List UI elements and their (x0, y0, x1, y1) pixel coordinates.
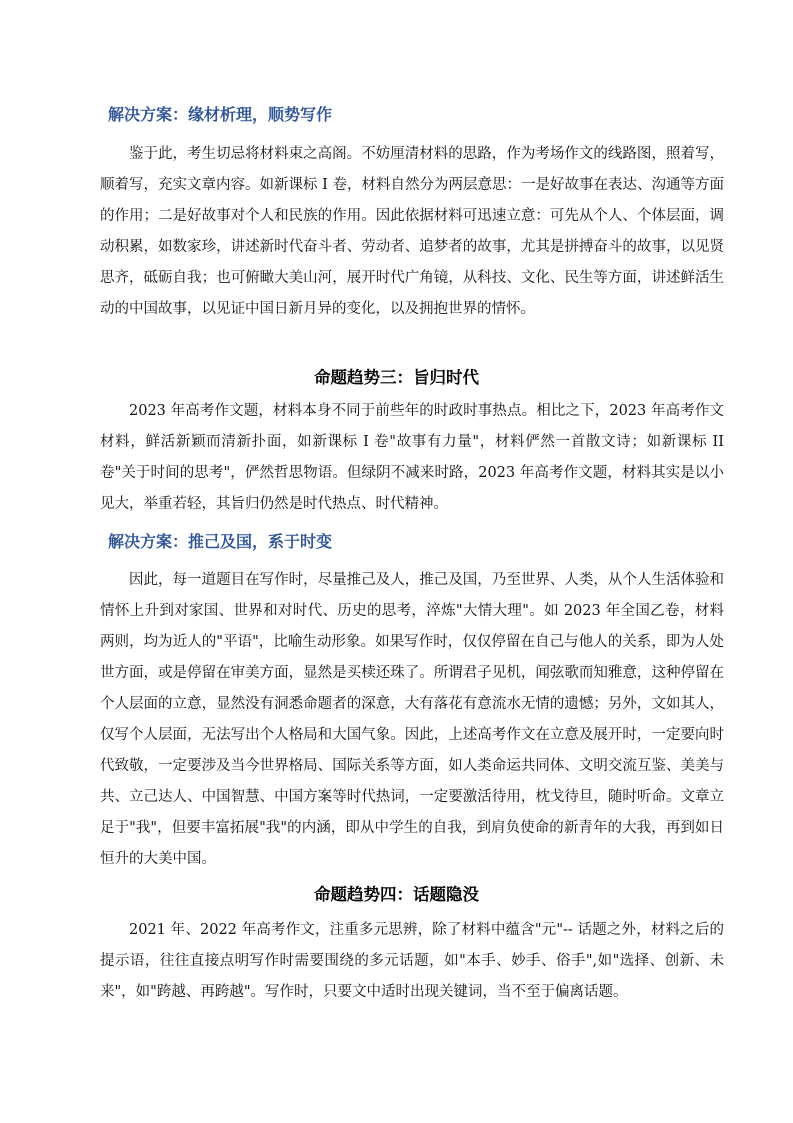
solution-subheading-2: 解决方案：推己及国，系于时变 (108, 532, 333, 551)
paragraph-text: 2021 年、2022 年高考作文，注重多元思辨，除了材料中蕴含"元"-- 话题之外，材料之后的提示语，往往直接点明写作时需要围绕的多元话题，如"本手、妙手、俗手",如"选择、创新、未来"，如"跨越、再跨越"。写作时，只要文中适时出现关键词，当不至于偏离话题。 (100, 922, 724, 1000)
solution-subheading-1: 解决方案：缘材析理，顺势写作 (108, 105, 333, 124)
trend-heading-4: 命题趋势四：话题隐没 (314, 885, 479, 904)
paragraph-text: 2023 年高考作文题，材料本身不同于前些年的时政时事热点。相比之下，2023 年高考作文材料，鲜活新颖而清新扑面，如新课标 I 卷"故事有力量"，材料俨然一首散文诗；如新课标 II 卷"关于时间的思考"，俨然哲思物语。但绿阴不减来时路，2023 年高考作文题，材料其实是以小见大，举重若轻，其旨归仍然是时代热点、时代精神。 (100, 403, 724, 512)
solution-paragraph-2 (100, 565, 724, 875)
solution-paragraph-1 (100, 139, 724, 325)
trend-heading-3: 命题趋势三：旨归时代 (314, 368, 479, 387)
trend-paragraph-3 (100, 396, 724, 520)
trend-paragraph-4 (100, 915, 724, 1008)
paragraph-text: 鉴于此，考生切忌将材料束之高阁。不妨厘清材料的思路，作为考场作文的线路图，照着写，顺着写，充实文章内容。如新课标 I 卷，材料自然分为两层意思：一是好故事在表达、沟通等方面的作用；二是好故事对个人和民族的作用。因此依据材料可迅速立意：可先从个人、个体层面，调动积累，如数家珍，讲述新时代奋斗者、劳动者、追梦者的故事，尤其是拼搏奋斗的故事，以见贤思齐，砥砺自我；也可俯瞰大美山河，展开时代广角镜，从科技、文化、民生等方面，讲述鲜活生动的中国故事，以见证中国日新月异的变化，以及拥抱世界的情怀。 (100, 146, 724, 317)
paragraph-text: 因此，每一道题目在写作时，尽量推己及人，推己及国，乃至世界、人类，从个人生活体验和情怀上升到对家国、世界和对时代、历史的思考，淬炼"大情大理"。如 2023 年全国乙卷，材料两则，均为近人的"平语"，比喻生动形象。如果写作时，仅仅停留在自己与他人的关系，即为人处世方面，或是停留在审美方面，显然是买椟还珠了。所谓君子见机，闻弦歌而知雅意，这种停留在个人层面的立意，显然没有洞悉命题者的深意，大有落花有意流水无情的遗憾；另外，文如其人，仅写个人层面，无法写出个人格局和大国气象。因此，上述高考作文在立意及展开时，一定要向时代致敬，一定要涉及当今世界格局、国际关系等方面，如人类命运共同体、文明交流互鉴、美美与共、立己达人、中国智慧、中国方案等时代热词，一定要激活待用，枕戈待旦，随时听命。文章立足于"我"，但要丰富拓展"我"的内涵，即从中学生的自我，到肩负使命的新青年的大我，再到如日恒升的大美中国。 (100, 572, 724, 867)
